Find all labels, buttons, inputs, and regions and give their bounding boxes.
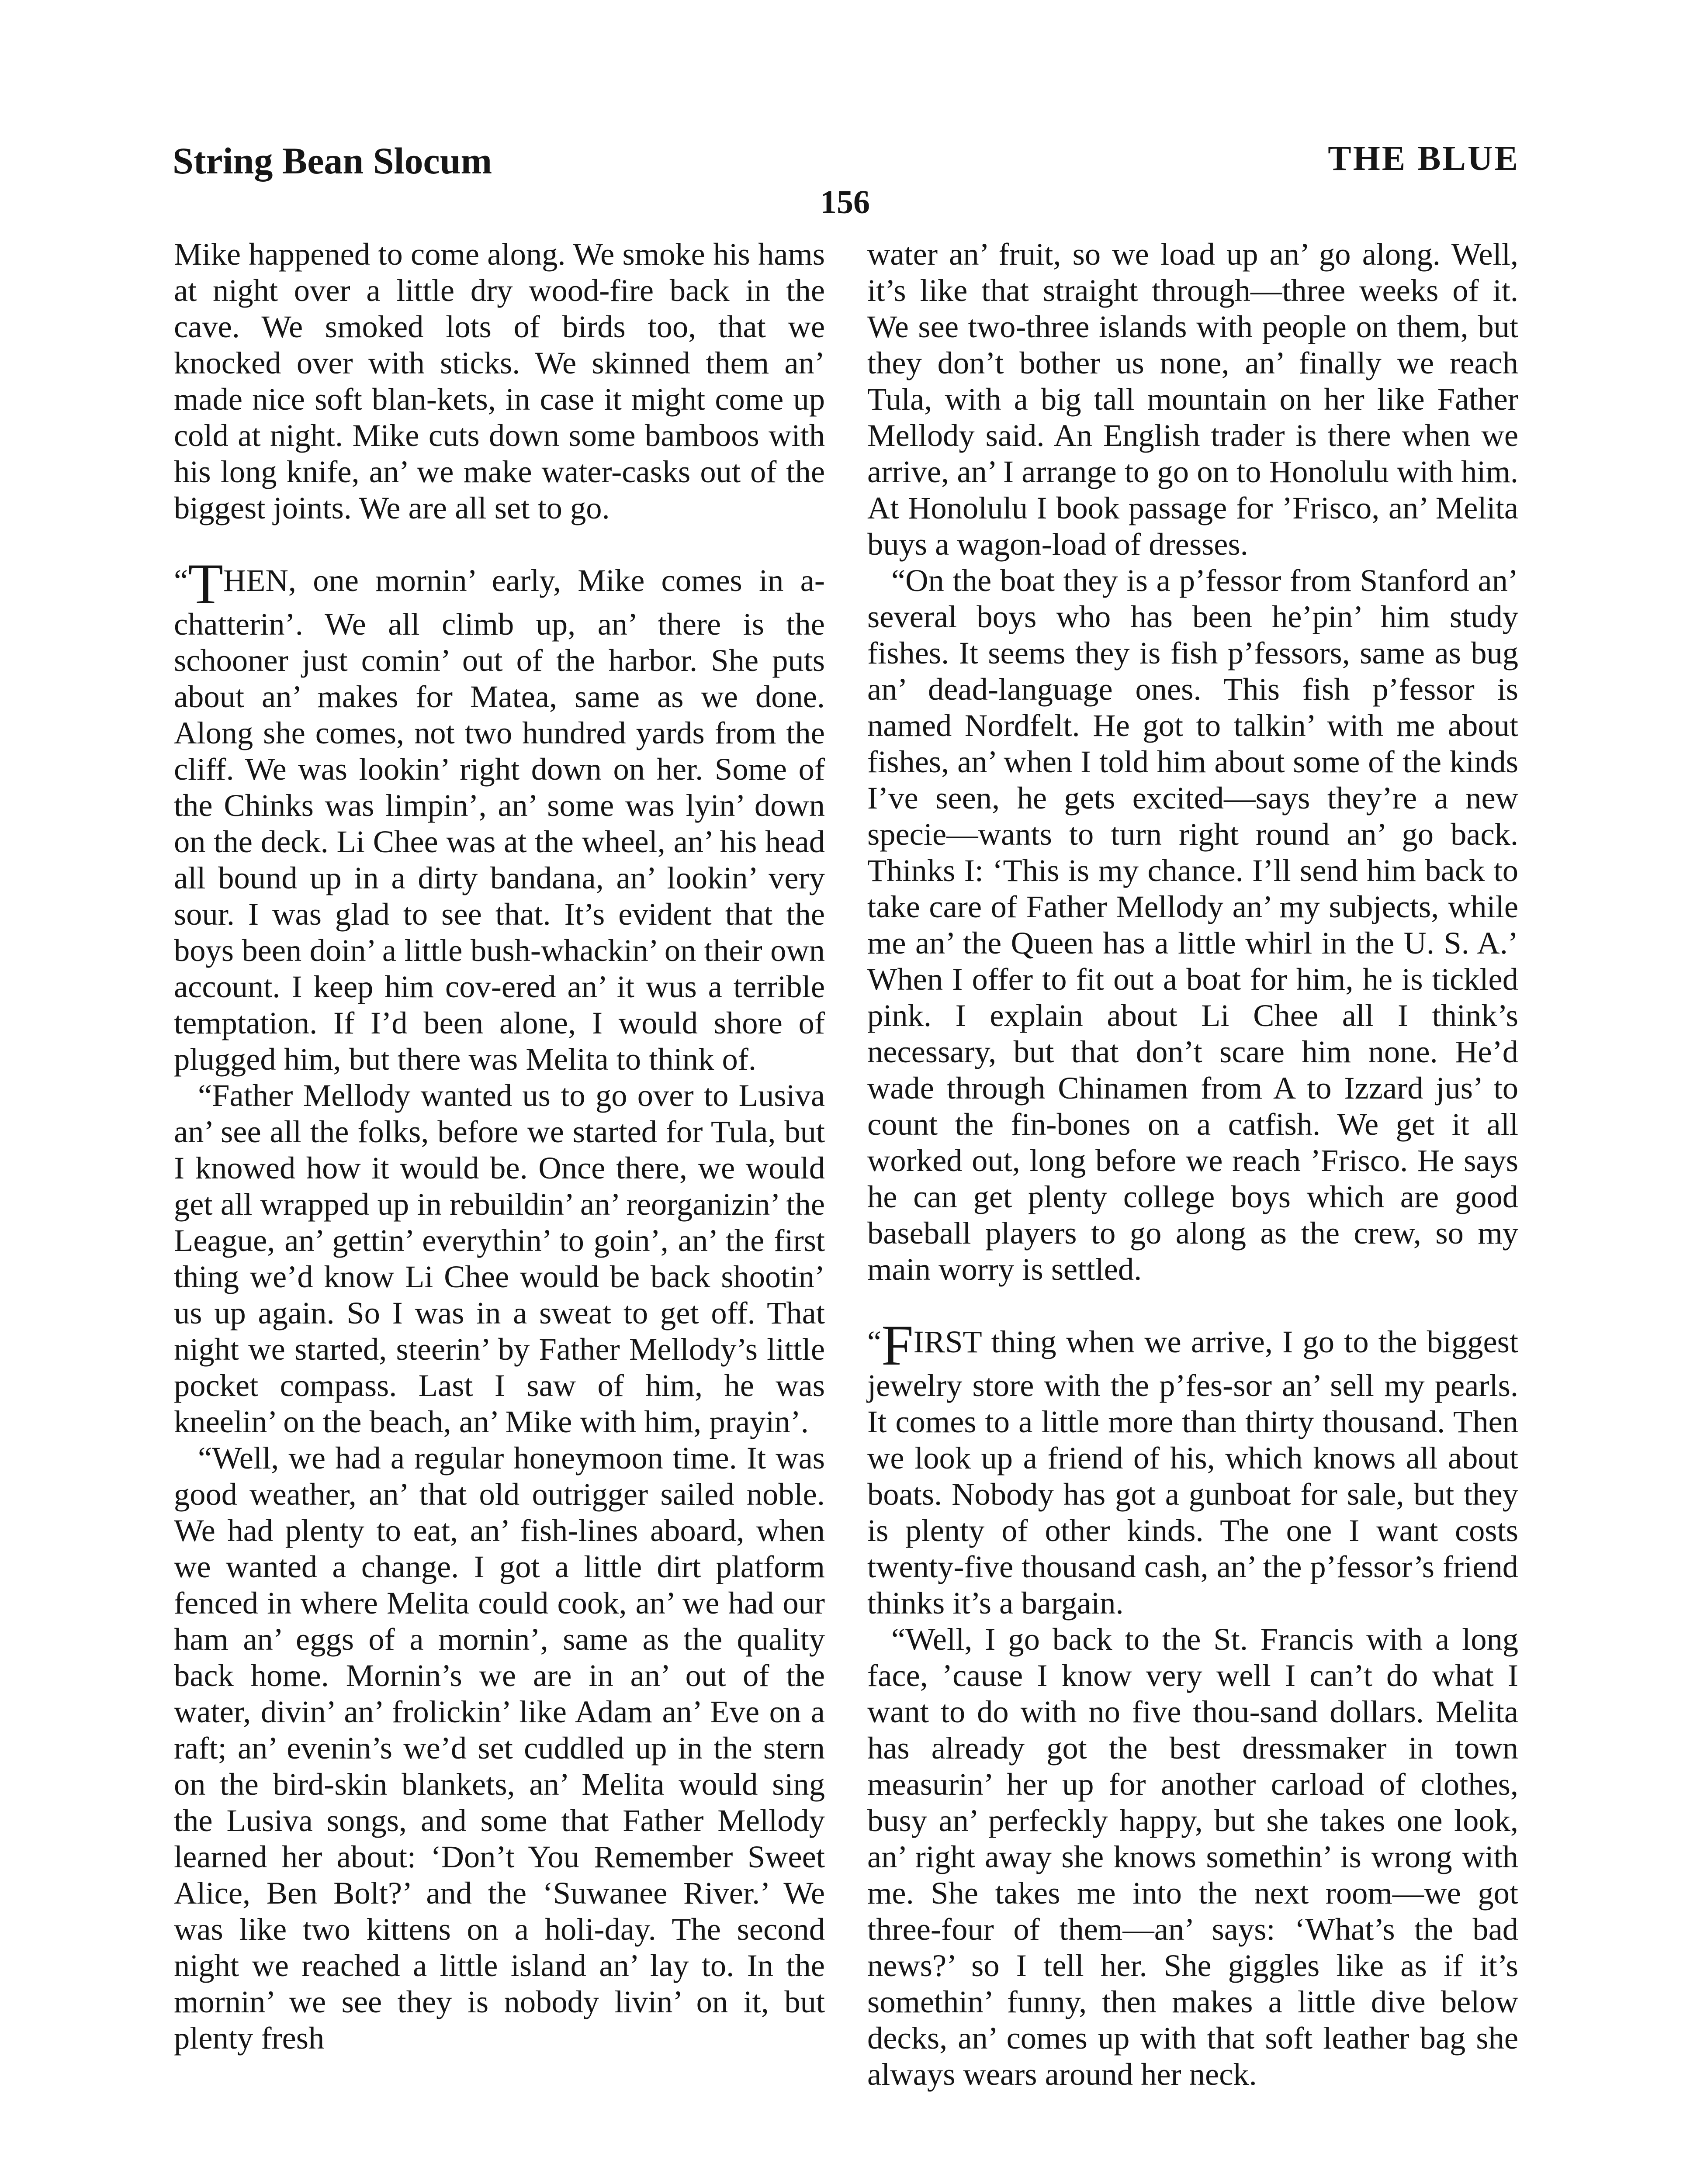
section-start-paragraph [867,1313,1518,1621]
small-caps-word: IRST [913,1324,982,1359]
right-text-column [867,236,1518,2092]
small-caps-word: HEN [223,563,288,598]
paragraph: “Well, I go back to the St. Francis with a long face, ’cause I know very well I can’t do what I want to do with no five thou-sand dollars. Melita has already got the best dressmaker in town measurin’ her up for another carload of clothes, busy an’ perfeckly happy, but she takes one look, an’ right away she knows somethin’ is wrong with me. She takes me into the next room—we got three-four of them—an’ says: ‘What’s the bad news?’ so I tell her. She giggles like as if it’s somethin’ funny, then makes a little dive below decks, an’ comes up with that soft leather bag she always wears around her neck. [867,1621,1518,2092]
left-text-column [174,236,825,2056]
opening-quote: “ [867,1324,882,1359]
drop-cap: F [881,1313,914,1377]
section-start-paragraph [174,552,825,1077]
paragraph: Mike happened to come along. We smoke his hams at night over a little dry wood-fire back in the cave. We smoked lots of birds too, that we knocked over with sticks. We skinned them an’ made nice soft blan-kets, in case it might come up cold at night. Mike cuts down some bamboos with his long knife, an’ we make water-casks out of the biggest joints. We are all set to go. [174,236,825,525]
paragraph-text: , one mornin’ early, Mike comes in a-chatterin’. We all climb up, an’ there is the schooner just comin’ out of the harbor. She puts about an’ makes for Matea, same as we done. Along she comes, not two hundred yards from the cliff. We was lookin’ right down on her. Some of the Chinks was limpin’, an’ some was lyin’ down on the deck. Li Chee was at the wheel, an’ his head all bound up in a dirty bandana, an’ lookin’ very sour. I was glad to see that. It’s evident that the boys been doin’ a little bush-whackin’ on their own account. I keep him cov-ered an’ it wus a terrible temptation. If I’d been alone, I would shore of plugged him, but there was Melita to think of. [174,563,825,1077]
paragraph-text: thing when we arrive, I go to the biggest jewelry store with the p’fes-sor an’ sell my pearls. It comes to a little more than thirty thousand. Then we look up a friend of his, which knows all about boats. Nobody has got a gunboat for sale, but they is plenty of other kinds. The one I want costs twenty-five thousand cash, an’ the p’fessor’s friend thinks it’s a bargain. [867,1324,1518,1621]
opening-quote: “ [174,563,188,598]
paragraph: “On the boat they is a p’fessor from Stanford an’ several boys who has been he’pin’ him study fishes. It seems they is fish p’fessors, same as bug an’ dead-language ones. This fish p’fessor is named Nordfelt. He got to talkin’ with me about fishes, an’ when I told him about some of the kinds I’ve seen, he gets excited—says they’re a new specie—wants to turn right round an’ go back. Thinks I: ‘This is my chance. I’ll send him back to take care of Father Mellody an’ my subjects, while me an’ the Queen has a little whirl in the U. S. A.’ When I offer to fit out a boat for him, he is tickled pink. I explain about Li Chee all I think’s necessary, but that don’t scare him none. He’d wade through Chinamen from A to Izzard jus’ to count the fin-bones on a catfish. We get it all worked out, long before we reach ’Frisco. He says he can get plenty college boys which are good baseball players to go along as the crew, so my main worry is settled. [867,563,1518,1287]
drop-cap: T [188,552,223,616]
paragraph: “Well, we had a regular honeymoon time. It was good weather, an’ that old outrigger sailed noble. We had plenty to eat, an’ fish-lines aboard, when we wanted a change. I got a little dirt platform fenced in where Melita could cook, an’ we had our ham an’ eggs of a mornin’, same as the quality back home. Mornin’s we are in an’ out of the water, divin’ an’ frolickin’ like Adam an’ Eve on a raft; an’ evenin’s we’d set cuddled up in the stern on the bird-skin blankets, an’ Melita would sing the Lusiva songs, and some that Father Mellody learned her about: ‘Don’t You Remember Sweet Alice, Ben Bolt?’ and the ‘Suwanee River.’ We was like two kittens on a holi-day. The second night we reached a little island an’ lay to. In the mornin’ we see they is nobody livin’ on it, but plenty fresh [174,1440,825,2056]
paragraph: “Father Mellody wanted us to go over to Lusiva an’ see all the folks, before we started for Tula, but I knowed how it would be. Once there, we would get all wrapped up in rebuildin’ an’ reorganizin’ the League, an’ gettin’ everythin’ to goin’, an’ the first thing we’d know Li Chee would be back shootin’ us up again. So I was in a sweat to get off. That night we started, steerin’ by Father Mellody’s little pocket compass. Last I saw of him, he was kneelin’ on the beach, an’ Mike with him, prayin’. [174,1078,825,1439]
page-number: 156 [820,184,870,221]
magazine-running-title: THE BLUE [1328,139,1520,178]
story-title: String Bean Slocum [173,140,492,182]
paragraph: water an’ fruit, so we load up an’ go along. Well, it’s like that straight through—three weeks of it. We see two-three islands with people on them, but they don’t bother us none, an’ finally we reach Tula, with a big tall mountain on her like Father Mellody said. An English trader is there when we arrive, an’ I arrange to go on to Honolulu with him. At Honolulu I book passage for ’Frisco, an’ Melita buys a wagon-load of dresses. [867,236,1518,562]
